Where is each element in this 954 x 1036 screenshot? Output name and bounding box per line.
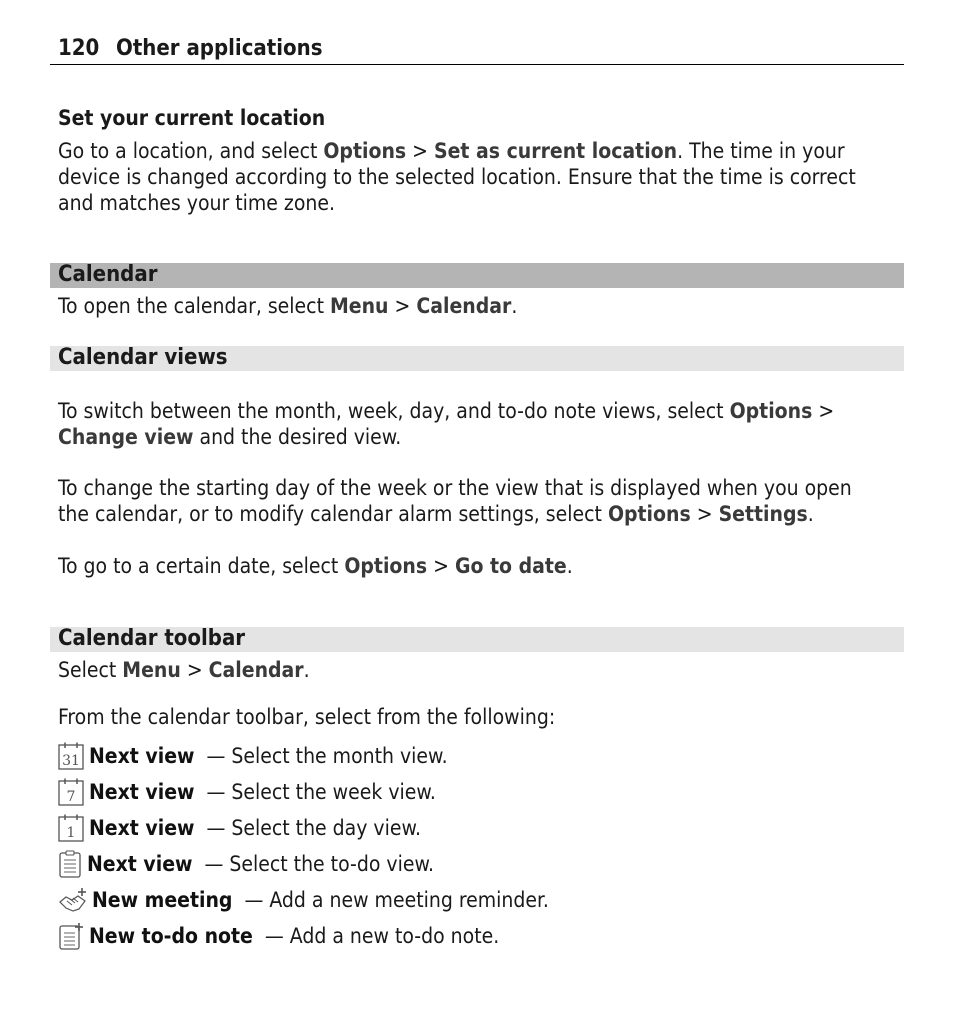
switch-view-paragraph: To switch between the month, week, day, and to-do note views, select Options > Change view and the desired view. (58, 399, 835, 449)
go-to-date-paragraph: To go to a certain date, select Options > Go to date. (58, 554, 573, 578)
calendar-week-icon (58, 778, 85, 806)
toolbar-list (58, 738, 549, 954)
options-command: Options (729, 399, 813, 423)
options-command: Options (607, 502, 691, 526)
calendar-views-heading: Calendar views (58, 345, 228, 370)
toolbar-intro: From the calendar toolbar, select from the following: (58, 705, 556, 729)
set-location-heading: Set your current location (58, 106, 326, 130)
toolbar-item: New to-do note — Add a new to-do note. (58, 918, 549, 954)
calendar-day-icon (58, 814, 85, 842)
toolbar-open-paragraph: Select Menu > Calendar. (58, 658, 310, 682)
new-todo-icon (58, 922, 85, 950)
svg-text:31: 31 (62, 753, 80, 769)
toolbar-item: New meeting — Add a new meeting reminder. (58, 882, 549, 918)
toolbar-item: 7 Next view — Select the week view. (58, 774, 549, 810)
change-view-command: Change view (58, 425, 194, 449)
calendar-heading: Calendar (58, 262, 158, 287)
go-to-date-command: Go to date (454, 554, 567, 578)
toolbar-item: 31 Next view — Select the month view. (58, 738, 549, 774)
menu-command: Menu (122, 658, 181, 682)
set-current-location-command: Set as current location (434, 139, 678, 163)
settings-paragraph: To change the starting day of the week or the view that is displayed when you open the calendar, or to modify calendar alarm settings, select Options > Settings. (58, 476, 852, 526)
page-number: 120 (58, 36, 100, 61)
toolbar-item: 1 Next view — Select the day view. (58, 810, 549, 846)
chapter-title: Other applications (116, 36, 323, 61)
calendar-section-bar (50, 263, 904, 288)
options-command: Options (323, 139, 407, 163)
svg-text:1: 1 (66, 825, 76, 841)
calendar-views-bar (50, 346, 904, 371)
calendar-command: Calendar (416, 294, 512, 318)
set-location-paragraph: Go to a location, and select Options > Set as current location. The time in your device is changed according to the selected location. Ensure that the time is correct and matches your time zone. (58, 139, 856, 215)
settings-command: Settings (718, 502, 808, 526)
options-command: Options (344, 554, 428, 578)
todo-list-icon (58, 850, 83, 878)
calendar-open-paragraph: To open the calendar, select Menu > Calendar. (58, 294, 518, 318)
page-header (50, 36, 904, 65)
calendar-month-icon (58, 742, 85, 770)
calendar-toolbar-heading: Calendar toolbar (58, 626, 246, 651)
toolbar-item: Next view — Select the to-do view. (58, 846, 549, 882)
new-meeting-icon (58, 886, 88, 914)
svg-text:7: 7 (66, 789, 76, 805)
calendar-command: Calendar (208, 658, 304, 682)
menu-command: Menu (329, 294, 389, 318)
calendar-toolbar-bar (50, 627, 904, 652)
